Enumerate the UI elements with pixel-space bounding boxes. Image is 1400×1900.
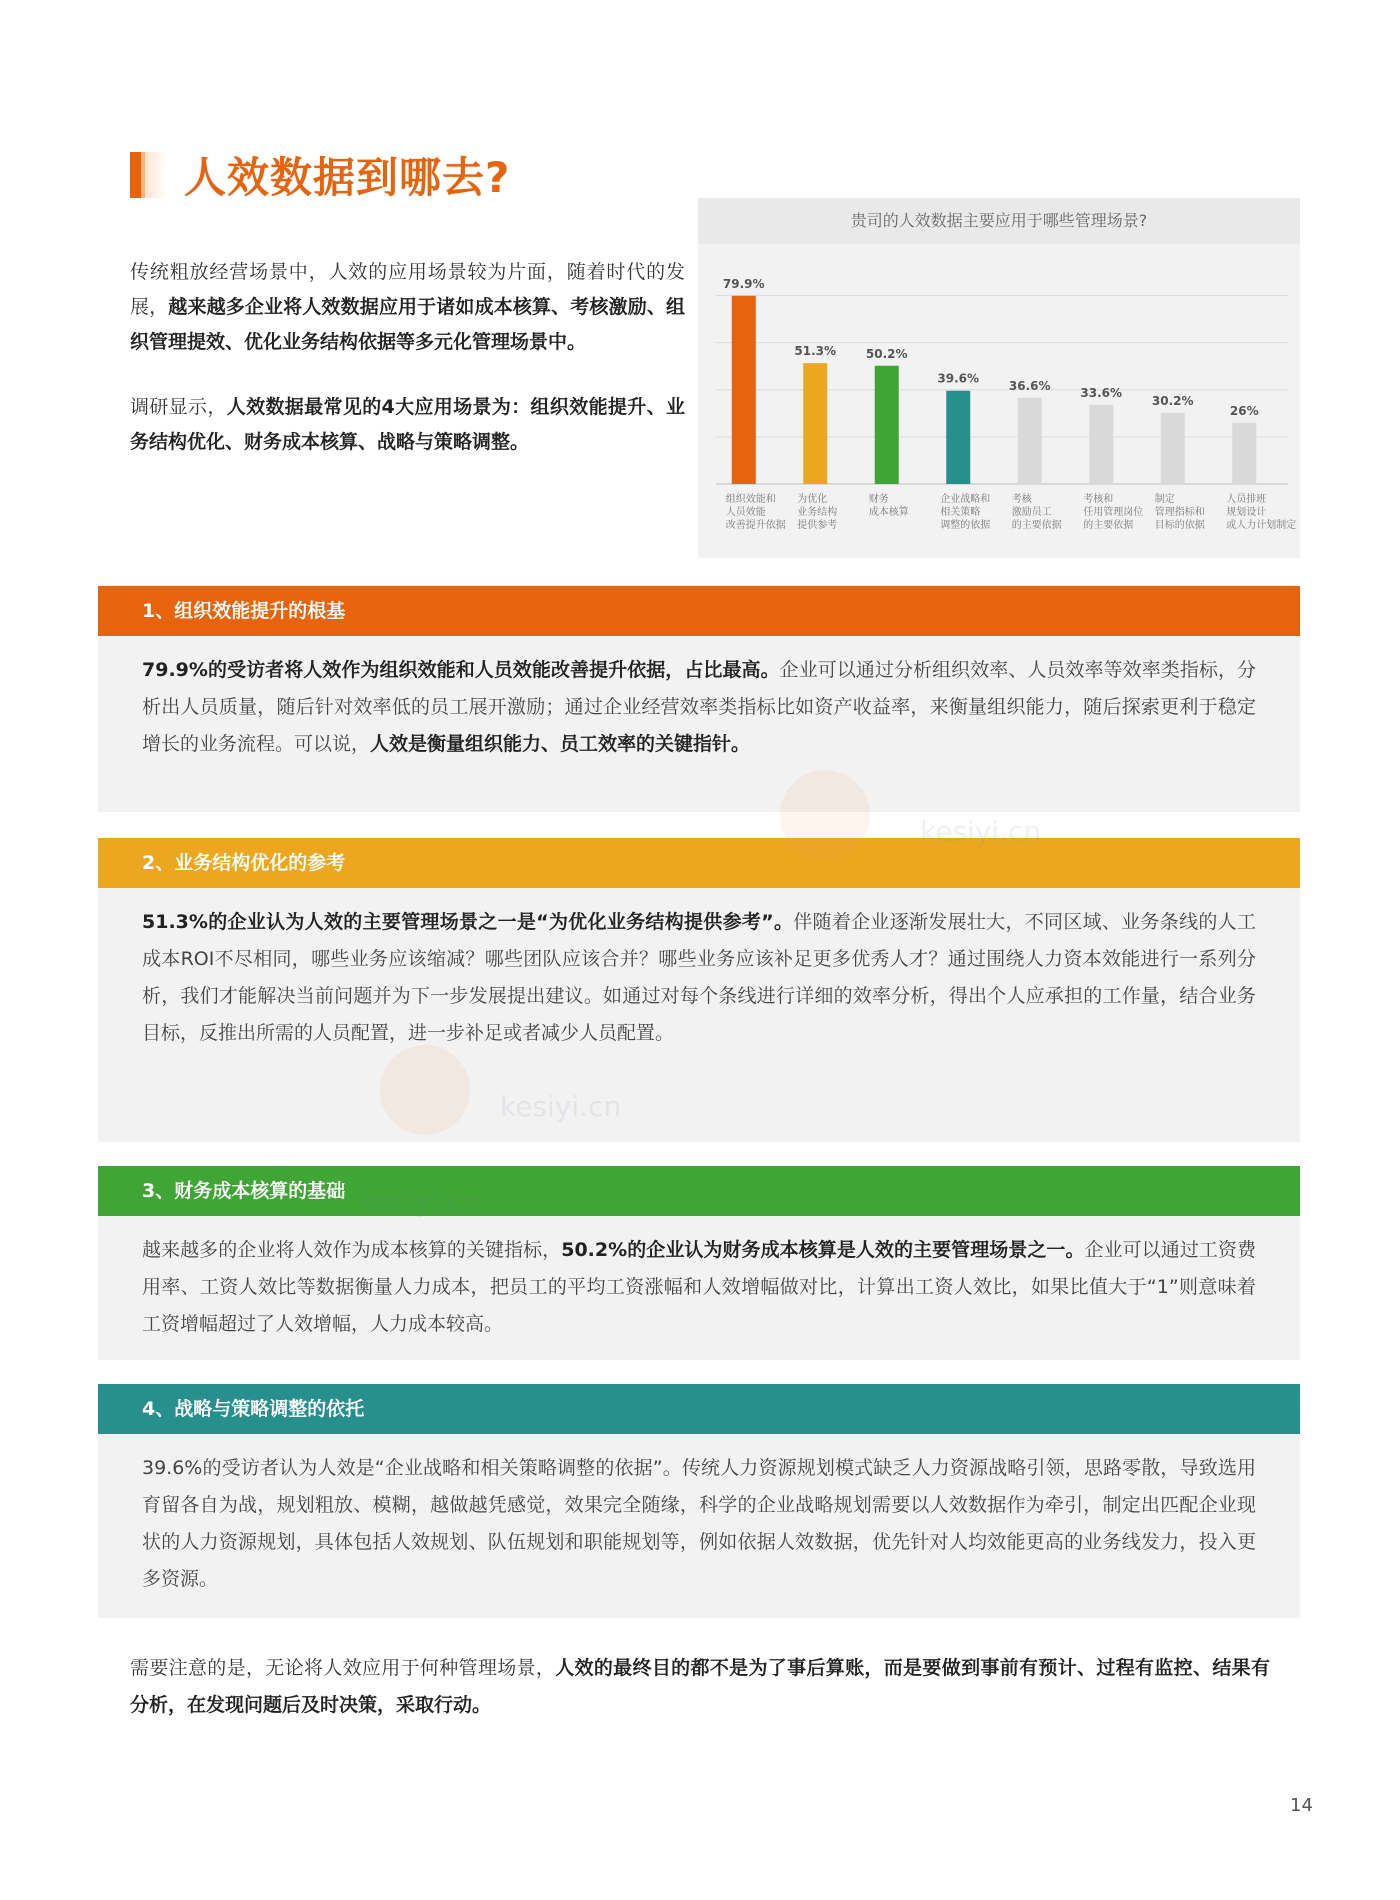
bar-7	[1161, 413, 1185, 484]
section-3	[98, 1166, 1300, 1360]
section-1-text-1: 企业可以通过分析组织效率、人员效率等效率类指标，分析出人员质量，随后针对效率低的员工展开激励；通过企业经营效率类指标比如资产收益率，来衡量组织能力，随后探索更利于稳定增长的业务流程。可以说，	[142, 659, 1256, 755]
bar-8	[1232, 423, 1256, 484]
intro-paragraph-1	[130, 255, 685, 360]
page-number: 14	[1290, 1795, 1313, 1816]
bar-value-label-1: 79.9%	[722, 276, 765, 291]
page-title-block	[130, 150, 510, 200]
section-3-bold-2: 50.2%的企业认为财务成本核算是人效的主要管理场景之一。	[561, 1239, 1085, 1261]
section-3-text-2: 企业可以通过工资费用率、工资人效比等数据衡量人力成本，把员工的平均工资涨幅和人效增幅做对比，计算出工资人效比，如果比值大于“1”则意味着工资增幅超过了人效增幅，人力成本较高。	[142, 1239, 1256, 1335]
bar-5	[1018, 398, 1042, 484]
category-label-4: 企业战略和相关策略调整的依据	[940, 494, 991, 531]
chart-panel	[698, 198, 1300, 558]
intro-p1-bold: 越来越多企业将人效数据应用于诸如成本核算、考核激励、组织管理提效、优化业务结构依据等多元化管理场景中。	[130, 296, 685, 353]
section-2-bold-1: 51.3%的企业认为人效的主要管理场景之一是“为优化业务结构提供参考”。	[142, 911, 794, 933]
section-4-body	[98, 1434, 1300, 1598]
watermark-text-3: kesiyi.cn	[360, 1185, 482, 1218]
watermark-text-2: kesiyi.cn	[500, 1090, 622, 1123]
bar-4	[946, 391, 970, 484]
category-label-7: 制定管理指标和目标的依据	[1154, 494, 1205, 531]
section-2-body	[98, 888, 1300, 1052]
bar-6	[1089, 405, 1113, 484]
section-1-heading: 1、组织效能提升的根基	[98, 586, 1300, 636]
category-label-8: 人员排班规划设计或人力计划制定	[1226, 494, 1297, 531]
watermark-figure-1	[780, 770, 870, 860]
section-1-body	[98, 636, 1300, 763]
section-4-text-1: 39.6%的受访者认为人效是“企业战略和相关策略调整的依据”。传统人力资源规划模式缺乏人力资源战略引领，思路零散，导致选用育留各自为战，规划粗放、模糊，越做越凭感觉，效果完全随缘，科学的企业战略规划需要以人效数据作为牵引，制定出匹配企业现状的人力资源规划，具体包括人效规划、队伍规划和职能规划等，例如依据人效数据，优先针对人均效能更高的业务线发力，投入更多资源。	[142, 1457, 1256, 1590]
bar-value-label-2: 51.3%	[794, 344, 837, 359]
watermark-figure-2	[380, 1045, 470, 1135]
category-label-1: 组织效能和人员效能改善提升依据	[725, 494, 786, 531]
bar-1	[732, 296, 756, 484]
bar-2	[803, 363, 827, 484]
closing-paragraph	[130, 1650, 1270, 1724]
closing-normal: 需要注意的是，无论将人效应用于何种管理场景，	[130, 1657, 556, 1679]
bar-value-label-8: 26%	[1229, 403, 1259, 418]
bar-value-label-3: 50.2%	[865, 346, 908, 361]
bar-3	[875, 366, 899, 484]
title-accent-bar	[130, 152, 166, 198]
section-3-text-1: 越来越多的企业将人效作为成本核算的关键指标，	[142, 1239, 562, 1261]
category-label-2: 为优化业务结构提供参考	[797, 494, 838, 531]
section-3-heading: 3、财务成本核算的基础	[98, 1166, 1300, 1216]
bar-value-label-7: 30.2%	[1151, 393, 1194, 408]
bar-value-label-4: 39.6%	[937, 371, 980, 386]
section-2	[98, 838, 1300, 1142]
section-2-text-1: 伴随着企业逐渐发展壮大，不同区域、业务条线的人工成本ROI不尽相同，哪些业务应该缩减？哪些团队应该合并？哪些业务应该补足更多优秀人才？通过围绕人力资本效能进行一系列分析，我们才能解决当前问题并为下一步发展提出建议。如通过对每个条线进行详细的效率分析，得出个人应承担的工作量，结合业务目标，反推出所需的人员配置，进一步补足或者减少人员配置。	[142, 911, 1256, 1044]
section-4	[98, 1384, 1300, 1618]
section-1-bold-1: 79.9%的受访者将人效作为组织效能和人员效能改善提升依据，占比最高。	[142, 659, 780, 681]
category-label-5: 考核激励员工的主要依据	[1011, 494, 1062, 531]
bar-value-label-5: 36.6%	[1008, 378, 1051, 393]
section-2-heading: 2、业务结构优化的参考	[98, 838, 1300, 888]
section-4-heading: 4、战略与策略调整的依托	[98, 1384, 1300, 1434]
watermark-text-1: kesiyi.cn	[920, 815, 1042, 848]
category-label-3: 财务成本核算	[868, 494, 909, 518]
bar-value-label-6: 33.6%	[1080, 385, 1123, 400]
section-1-bold-2: 人效是衡量组织能力、员工效率的关键指针。	[370, 733, 751, 755]
intro-p1-normal: 传统粗放经营场景中，人效的应用场景较为片面，随着时代的发展，	[130, 261, 685, 318]
page-title: 人效数据到哪去?	[184, 153, 511, 202]
category-label-6: 考核和任用管理岗位的主要依据	[1083, 494, 1144, 531]
section-3-body	[98, 1216, 1300, 1343]
bar-chart	[698, 198, 1300, 558]
intro-p2-normal: 调研显示，	[130, 396, 227, 418]
intro-p2-bold: 人效数据最常见的4大应用场景为：组织效能提升、业务结构优化、财务成本核算、战略与策略调整。	[130, 396, 685, 453]
chart-title: 贵司的人效数据主要应用于哪些管理场景?	[698, 198, 1300, 244]
section-1	[98, 586, 1300, 812]
intro-text	[130, 255, 685, 490]
closing-bold: 人效的最终目的都不是为了事后算账，而是要做到事前有预计、过程有监控、结果有分析，在发现问题后及时决策，采取行动。	[130, 1657, 1270, 1716]
intro-paragraph-2	[130, 390, 685, 460]
